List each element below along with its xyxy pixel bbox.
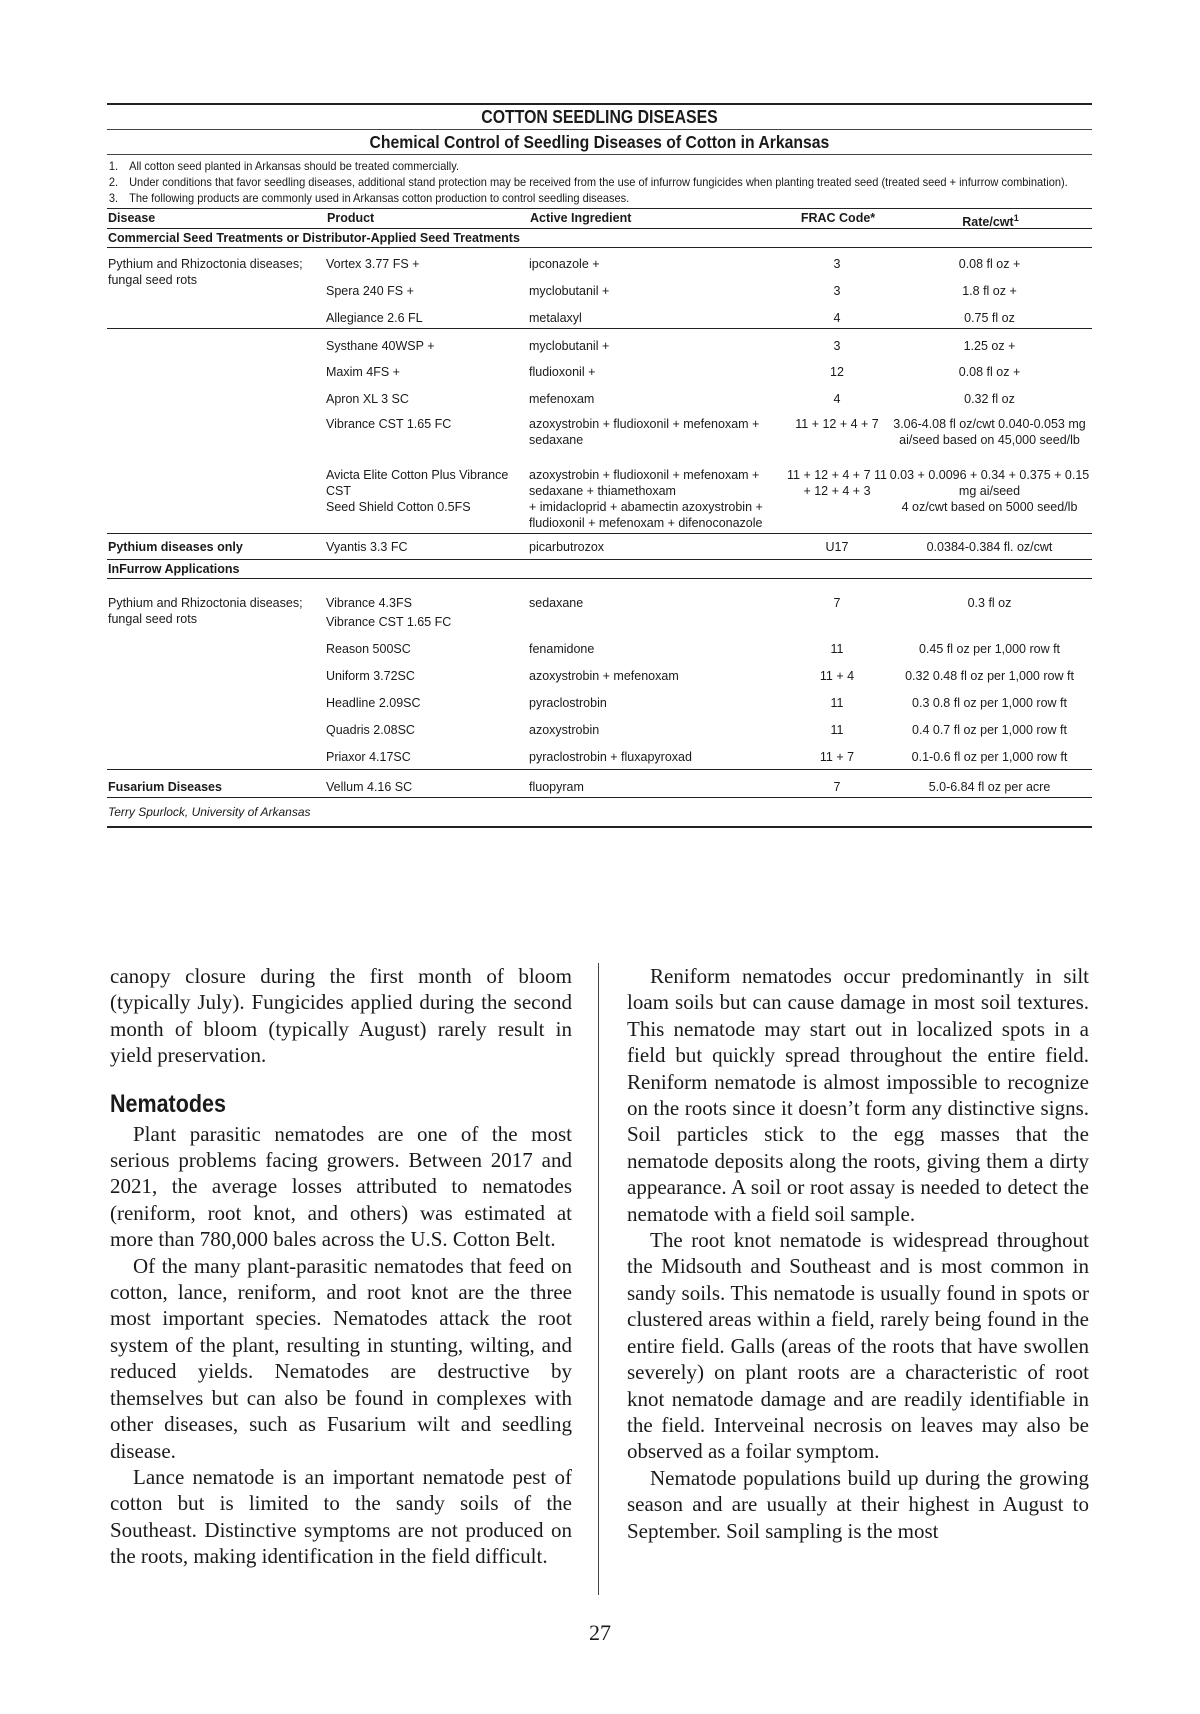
cell-frac-code: 11	[830, 723, 844, 737]
cell-product: Seed Shield Cotton 0.5FS	[326, 500, 471, 514]
cell-disease	[107, 668, 326, 687]
table-row	[107, 355, 1092, 382]
cell-active-ingredient	[529, 614, 787, 633]
section-heading-nematodes: Nematodes	[110, 1089, 226, 1118]
cell-disease	[107, 614, 326, 633]
paragraph: canopy closure during the first month of bloom (typically July). Fungicides applied during the second month of bloom (typically August) rarely result in yield preservation.	[110, 964, 572, 1068]
cell-active-ingredient: + imidacloprid + abamectin azoxystrobin + fludioxonil + mefenoxam + difenoconazole	[529, 500, 763, 530]
cell-product: Uniform 3.72SC	[326, 669, 415, 683]
cell-product: Vibrance 4.3FS	[326, 596, 412, 610]
note-3	[107, 190, 1086, 206]
page-number: 27	[589, 1620, 611, 1645]
cell-active-ingredient: myclobutanil +	[529, 339, 610, 353]
infurrow-rows	[107, 579, 1092, 797]
cell-rate: 0.75 fl oz	[964, 311, 1015, 325]
table-row	[107, 533, 1092, 559]
cell-rate: 0.3 0.8 fl oz per 1,000 row ft	[912, 696, 1067, 710]
cell-active-ingredient: pyraclostrobin + fluxapyroxad	[529, 750, 692, 764]
cell-disease: Pythium and Rhizoctonia diseases; fungal seed rots	[108, 257, 303, 287]
cell-frac-code: 11	[830, 642, 844, 656]
cell-product: Vortex 3.77 FS +	[326, 257, 420, 271]
note-text: The following products are commonly used in Arkansas cotton production to control seedling diseases.	[129, 191, 630, 205]
cell-disease	[107, 310, 326, 328]
note-number: 2.	[108, 175, 119, 189]
cell-rate: 0.45 fl oz per 1,000 row ft	[918, 642, 1061, 656]
table-row	[107, 769, 1092, 797]
cell-product: Systhane 40WSP +	[326, 339, 435, 353]
section-seed-treatments: Commercial Seed Treatments or Distributor-Applied Seed Treatments	[107, 229, 1092, 248]
cell-disease	[107, 499, 326, 533]
paragraph: Of the many plant-parasitic nematodes that feed on cotton, lance, reniform, and root knot are the three most important species. Nematodes attack the root system of the plant, resulting in stunting, wilting, and reduced yields. Nematodes are destructive by themselves but can also be found in complexes with other diseases, such as Fusarium wilt and seedling disease.	[110, 1253, 572, 1463]
cell-disease	[107, 467, 326, 497]
cell-rate: 0.08 fl oz +	[958, 365, 1021, 379]
cell-active-ingredient: picarbutrozox	[529, 540, 605, 554]
header-rate-label: Rate/cwt	[962, 215, 1014, 230]
note-number: 3.	[108, 191, 119, 205]
cell-active-ingredient: azoxystrobin + mefenoxam	[529, 669, 679, 683]
cell-product: Maxim 4FS +	[326, 365, 400, 379]
cell-disease: Fusarium Diseases	[108, 780, 222, 794]
cell-disease	[107, 364, 326, 382]
header-product: Product	[327, 211, 375, 225]
cell-frac-code: 3	[833, 257, 841, 271]
cell-frac-code: 11 + 12 + 4 + 7	[795, 417, 879, 431]
cell-product: Vyantis 3.3 FC	[326, 540, 408, 554]
table-row	[107, 302, 1092, 328]
table-row	[107, 606, 1092, 633]
header-rate	[888, 209, 1093, 228]
table-row	[107, 741, 1092, 769]
paragraph: The root knot nematode is widespread throughout the Midsouth and Southeast and is most common in sandy soils. This nematode is usually found in spots or clustered areas within a field, rarely being found in the entire field. Galls (areas of the roots that have swollen severely) on plant roots are a characteristic of root knot nematode damage and are readily identifiable in the field. Interveinal necrosis on leaves may also be observed as a foilar symptom.	[627, 1228, 1089, 1464]
table-subtitle: Chemical Control of Seedling Diseases of Cotton in Arkansas	[369, 132, 830, 152]
left-text-column	[110, 963, 572, 1570]
cell-disease	[107, 416, 326, 463]
table-row	[107, 463, 1092, 497]
cell-active-ingredient: myclobutanil +	[529, 284, 610, 298]
cell-disease: Pythium and Rhizoctonia diseases; fungal seed rots	[108, 596, 303, 626]
cell-disease	[107, 722, 326, 741]
cell-rate: 5.0-6.84 fl oz per acre	[928, 780, 1051, 794]
cell-disease	[107, 283, 326, 302]
cell-product: Vibrance CST 1.65 FC	[326, 417, 452, 431]
cell-active-ingredient: azoxystrobin + fludioxonil + mefenoxam + sedaxane	[529, 417, 760, 447]
cell-frac-code: 4	[833, 392, 841, 406]
table-row	[107, 497, 1092, 533]
section-infurrow: InFurrow Applications	[107, 559, 1092, 579]
note-1	[107, 158, 1086, 174]
header-disease: Disease	[108, 211, 156, 225]
cell-rate: 0.3 fl oz	[967, 596, 1012, 610]
cell-product: Vibrance CST 1.65 FC	[326, 615, 452, 629]
cell-rate: 4 oz/cwt based on 5000 seed/lb	[901, 500, 1078, 514]
table-subtitle-bar	[107, 129, 1092, 155]
cell-product: Apron XL 3 SC	[326, 392, 409, 406]
cell-frac-code: 11 + 4	[819, 669, 855, 683]
table-row	[107, 714, 1092, 741]
table-row	[107, 687, 1092, 714]
cell-frac-code: 7	[833, 596, 841, 610]
paragraph: Reniform nematodes occur predominantly in silt loam soils but can cause damage in most soil textures. This nematode may start out in localized spots in a field but quickly spread throughout the entire field. Reniform nematode is almost impossible to recognize on the roots since it doesn’t form any distinctive signs. Soil particles stick to the egg masses that the nematode deposits along the roots, giving them a dirty appearance. A soil or root assay is needed to detect the nematode with a field soil sample.	[627, 964, 1089, 1226]
cell-active-ingredient: azoxystrobin	[529, 723, 600, 737]
cell-frac-code: 11	[830, 696, 844, 710]
table-credit: Terry Spurlock, University of Arkansas	[107, 797, 1092, 828]
cell-rate: 0.32 fl oz	[964, 392, 1015, 406]
paragraph: Plant parasitic nematodes are one of the most serious problems facing growers. Between 2017 and 2021, the average losses attributed to nematodes (reniform, root knot, and others) was estimated at more than 780,000 bales across the U.S. Cotton Belt.	[110, 1121, 572, 1252]
cell-frac-code: 4	[833, 311, 841, 325]
paragraph: Lance nematode is an important nematode pest of cotton but is limited to the sandy soils of the Southeast. Distinctive symptoms are not produced on the roots, making identification in the field difficult.	[110, 1464, 572, 1569]
right-text-column	[627, 963, 1089, 1544]
cell-product: Vellum 4.16 SC	[326, 780, 413, 794]
cell-frac-code: 3	[833, 284, 841, 298]
cell-rate: 3.06-4.08 fl oz/cwt 0.040-0.053 mg ai/seed based on 45,000 seed/lb	[893, 417, 1086, 447]
header-active-ingredient: Active Ingredient	[530, 211, 632, 225]
cell-active-ingredient: fenamidone	[529, 642, 595, 656]
table-title: COTTON SEEDLING DISEASES	[481, 107, 718, 127]
table-row	[107, 409, 1092, 463]
cell-active-ingredient: sedaxane	[529, 596, 584, 610]
cell-rate: 0.4 0.7 fl oz per 1,000 row ft	[912, 723, 1067, 737]
cell-disease	[107, 695, 326, 714]
cell-rate: 0.32 0.48 fl oz per 1,000 row ft	[905, 669, 1074, 683]
cell-product: Spera 240 FS +	[326, 284, 414, 298]
cell-active-ingredient: mefenoxam	[529, 392, 595, 406]
cell-rate: 0.03 + 0.0096 + 0.34 + 0.375 + 0.15 mg ai/seed	[889, 468, 1090, 498]
cell-disease: Pythium diseases only	[108, 540, 243, 554]
cell-rate: 0.0384-0.384 fl. oz/cwt	[926, 540, 1053, 554]
header-rate-footnote: 1	[1013, 213, 1019, 223]
table-row	[107, 660, 1092, 687]
note-text: Under conditions that favor seedling diseases, additional stand protection may be received from the use of infurrow fungicides when planting treated seed (treated seed + infurrow combination).	[129, 175, 1068, 189]
cell-frac-code: U17	[825, 540, 849, 554]
cell-frac-code: 12	[830, 365, 844, 379]
cell-product: Quadris 2.08SC	[326, 723, 415, 737]
cell-rate: 1.25 oz +	[963, 339, 1016, 353]
cell-rate	[887, 614, 1092, 633]
cell-active-ingredient: fludioxonil +	[529, 365, 596, 379]
cell-active-ingredient: pyraclostrobin	[529, 696, 607, 710]
table-row	[107, 382, 1092, 409]
cell-disease	[107, 641, 326, 660]
cell-product: Avicta Elite Cotton Plus Vibrance CST	[326, 468, 509, 498]
table-column-headers	[107, 208, 1092, 229]
cell-product: Allegiance 2.6 FL	[326, 311, 423, 325]
cell-disease	[107, 749, 326, 769]
cell-disease	[107, 338, 326, 355]
table-row	[107, 328, 1092, 355]
table-row	[107, 275, 1092, 302]
cell-disease	[107, 391, 326, 409]
cell-frac-code	[787, 614, 887, 633]
table-row	[107, 633, 1092, 660]
seedling-disease-table	[107, 103, 1092, 828]
paragraph: Nematode populations build up during the growing season and are usually at their highest in August to September. Soil sampling is the most	[627, 1465, 1089, 1543]
cell-rate: 0.1-0.6 fl oz per 1,000 row ft	[911, 750, 1068, 764]
note-2	[107, 174, 1086, 190]
note-text: All cotton seed planted in Arkansas should be treated commercially.	[129, 159, 460, 173]
seed-treatment-rows	[107, 248, 1092, 559]
column-divider	[598, 963, 599, 1595]
cell-active-ingredient: fluopyram	[529, 780, 584, 794]
cell-active-ingredient: ipconazole +	[529, 257, 600, 271]
note-number: 1.	[108, 159, 119, 173]
table-notes	[107, 155, 1092, 208]
cell-active-ingredient: azoxystrobin + fludioxonil + mefenoxam + sedaxane + thiamethoxam	[529, 468, 760, 498]
cell-frac-code: 11 + 12 + 4 + 7 11 + 12 + 4 + 3	[787, 468, 887, 498]
cell-frac-code: 11 + 7	[819, 750, 855, 764]
table-row	[107, 248, 1092, 287]
header-frac-code: FRAC Code*	[800, 211, 876, 225]
cell-frac-code	[787, 499, 887, 533]
cell-product: Reason 500SC	[326, 642, 411, 656]
cell-product: Priaxor 4.17SC	[326, 750, 411, 764]
cell-rate: 1.8 fl oz +	[962, 284, 1017, 298]
cell-active-ingredient: metalaxyl	[529, 311, 582, 325]
cell-frac-code: 3	[833, 339, 841, 353]
cell-rate: 0.08 fl oz +	[958, 257, 1021, 271]
cell-product: Headline 2.09SC	[326, 696, 421, 710]
cell-frac-code: 7	[833, 780, 841, 794]
